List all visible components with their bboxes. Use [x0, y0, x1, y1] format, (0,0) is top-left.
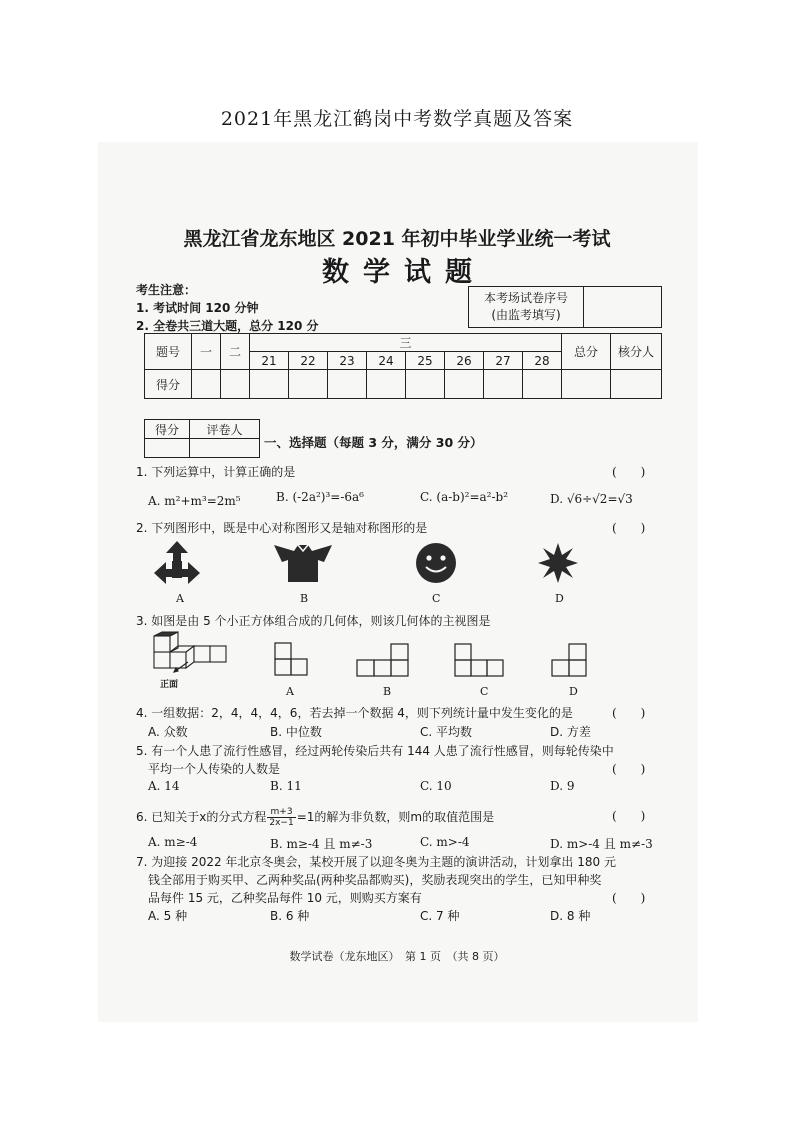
score-cell[interactable] [562, 370, 611, 399]
score-cell[interactable] [221, 370, 250, 399]
score-cell[interactable] [367, 370, 406, 399]
view-option-b-figure [356, 643, 410, 677]
document-title: 2021年黑龙江鹤岗中考数学真题及答案 [220, 108, 574, 130]
serial-label-2: (由监考填写) [491, 308, 561, 322]
fraction [267, 807, 295, 828]
score-sub-26: 26 [445, 352, 484, 370]
option-a: A. m²+m³=2m⁵ [148, 494, 241, 508]
section-1-title: 一、选择题（每题 3 分，满分 30 分） [264, 435, 483, 450]
front-view-label: 正面 [160, 680, 179, 690]
option-a: A. m≥-4 [148, 835, 198, 849]
answer-bracket: ( ) [612, 762, 646, 776]
score-cell[interactable] [406, 370, 445, 399]
score-header-label: 题号 [145, 334, 192, 370]
view-option-c-figure [454, 643, 506, 679]
fraction-numerator: m+3 [267, 807, 295, 818]
answer-bracket: ( ) [612, 706, 646, 720]
figure-arrows-shape [152, 540, 202, 586]
answer-bracket: ( ) [612, 891, 646, 905]
view-label-c: C [480, 685, 489, 698]
view-label-b: B [383, 685, 392, 698]
score-sub-28: 28 [523, 352, 562, 370]
score-sub-22: 22 [289, 352, 328, 370]
grader-score-cell[interactable] [145, 439, 190, 458]
exam-subject: 数学试题 [322, 257, 486, 288]
score-header-checker: 核分人 [611, 334, 662, 370]
option-d: D. m>-4 且 m≠-3 [550, 837, 653, 851]
question-7-stem-cont2: 品每件 15 元，乙种奖品每件 10 元，则购买方案有 [148, 891, 422, 905]
serial-label-1: 本考场试卷序号 [483, 291, 568, 305]
question-1-stem: 1. 下列运算中，计算正确的是 [136, 465, 296, 479]
score-header-part2: 二 [221, 334, 250, 370]
grader-name-cell[interactable] [190, 439, 260, 458]
question-4-stem: 4. 一组数据：2，4，4，4，6，若去掉一个数据 4，则下列统计量中发生变化的是 [136, 706, 573, 720]
option-d: D. 方差 [550, 725, 591, 739]
score-header-part1: 一 [192, 334, 221, 370]
option-b: B. 中位数 [270, 725, 322, 739]
cube-solid-figure [152, 632, 232, 677]
question-7-stem-cont: 钱全部用于购买甲、乙两种奖品(两种奖品都购买)，奖励表现突出的学生，已知甲种奖 [148, 873, 602, 887]
view-label-d: D [569, 685, 578, 698]
view-option-d-figure [550, 643, 588, 679]
answer-bracket: ( ) [612, 809, 646, 823]
figure-label-a: A [176, 592, 184, 605]
notice-line-1: 1. 考试时间 120 分钟 [136, 301, 259, 315]
figure-star-shape [537, 542, 579, 584]
option-c: C. 7 种 [420, 909, 460, 923]
score-header-total: 总分 [562, 334, 611, 370]
option-b: B. (-2a²)³=-6a⁶ [276, 490, 364, 504]
figure-shirt-shape [272, 542, 334, 584]
score-cell[interactable] [289, 370, 328, 399]
fraction-denominator: 2x−1 [269, 818, 294, 828]
option-c: C. 平均数 [420, 725, 473, 739]
option-a: A. 14 [148, 779, 180, 793]
question-5-stem-cont: 平均一个人传染的人数是 [148, 762, 281, 776]
grader-box [144, 419, 260, 458]
score-sub-21: 21 [250, 352, 289, 370]
notice-line-2: 2. 全卷共三道大题，总分 120 分 [136, 319, 319, 333]
question-5-stem: 5. 有一个人患了流行性感冒，经过两轮传染后共有 144 人患了流行性感冒，则每轮传染中 [136, 744, 614, 758]
figure-label-b: B [300, 592, 309, 605]
score-row-label: 得分 [145, 370, 192, 399]
question-6-stem-b: =1的解为非负数，则m的取值范围是 [296, 810, 495, 824]
score-cell[interactable] [445, 370, 484, 399]
question-6-stem [136, 807, 494, 828]
score-sub-24: 24 [367, 352, 406, 370]
score-cell[interactable] [328, 370, 367, 399]
serial-input-cell[interactable] [584, 287, 662, 328]
question-6-stem-a: 6. 已知关于x的分式方程 [136, 810, 267, 824]
serial-number-box [468, 286, 662, 328]
score-cell[interactable] [250, 370, 289, 399]
option-d: D. 8 种 [550, 909, 591, 923]
view-option-a-figure [274, 642, 308, 678]
answer-bracket: ( ) [612, 521, 646, 535]
score-sub-23: 23 [328, 352, 367, 370]
figure-smiley-shape [414, 541, 458, 585]
score-sub-25: 25 [406, 352, 445, 370]
option-d: D. 9 [550, 779, 575, 793]
figure-label-d: D [555, 592, 564, 605]
figure-label-c: C [432, 592, 441, 605]
option-c: C. 10 [420, 779, 452, 793]
option-c: C. m>-4 [420, 835, 470, 849]
grader-score-label: 得分 [145, 420, 190, 439]
score-cell[interactable] [611, 370, 662, 399]
view-label-a: A [286, 685, 294, 698]
option-b: B. m≥-4 且 m≠-3 [270, 837, 373, 851]
question-2-stem: 2. 下列图形中，既是中心对称图形又是轴对称图形的是 [136, 521, 428, 535]
option-b: B. 11 [270, 779, 302, 793]
option-a: A. 众数 [148, 725, 188, 739]
notice-heading: 考生注意： [136, 283, 197, 297]
question-3-stem: 3. 如图是由 5 个小正方体组合成的几何体，则该几何体的主视图是 [136, 614, 491, 628]
score-cell[interactable] [484, 370, 523, 399]
option-d: D. √6÷√2=√3 [550, 492, 633, 506]
score-cell[interactable] [192, 370, 221, 399]
question-7-stem: 7. 为迎接 2022 年北京冬奥会，某校开展了以迎冬奥为主题的演讲活动，计划拿出 180 元 [136, 855, 616, 869]
page-footer: 数学试卷（龙东地区） 第 1 页 （共 8 页） [289, 950, 505, 963]
option-c: C. (a-b)²=a²-b² [420, 490, 509, 504]
score-sub-27: 27 [484, 352, 523, 370]
option-a: A. 5 种 [148, 909, 188, 923]
score-table [144, 333, 662, 399]
score-cell[interactable] [523, 370, 562, 399]
exam-title: 黑龙江省龙东地区 2021 年初中毕业学业统一考试 [183, 228, 611, 250]
option-b: B. 6 种 [270, 909, 310, 923]
grader-name-label: 评卷人 [190, 420, 260, 439]
score-header-part3: 三 [250, 334, 562, 352]
answer-bracket: ( ) [612, 465, 646, 479]
